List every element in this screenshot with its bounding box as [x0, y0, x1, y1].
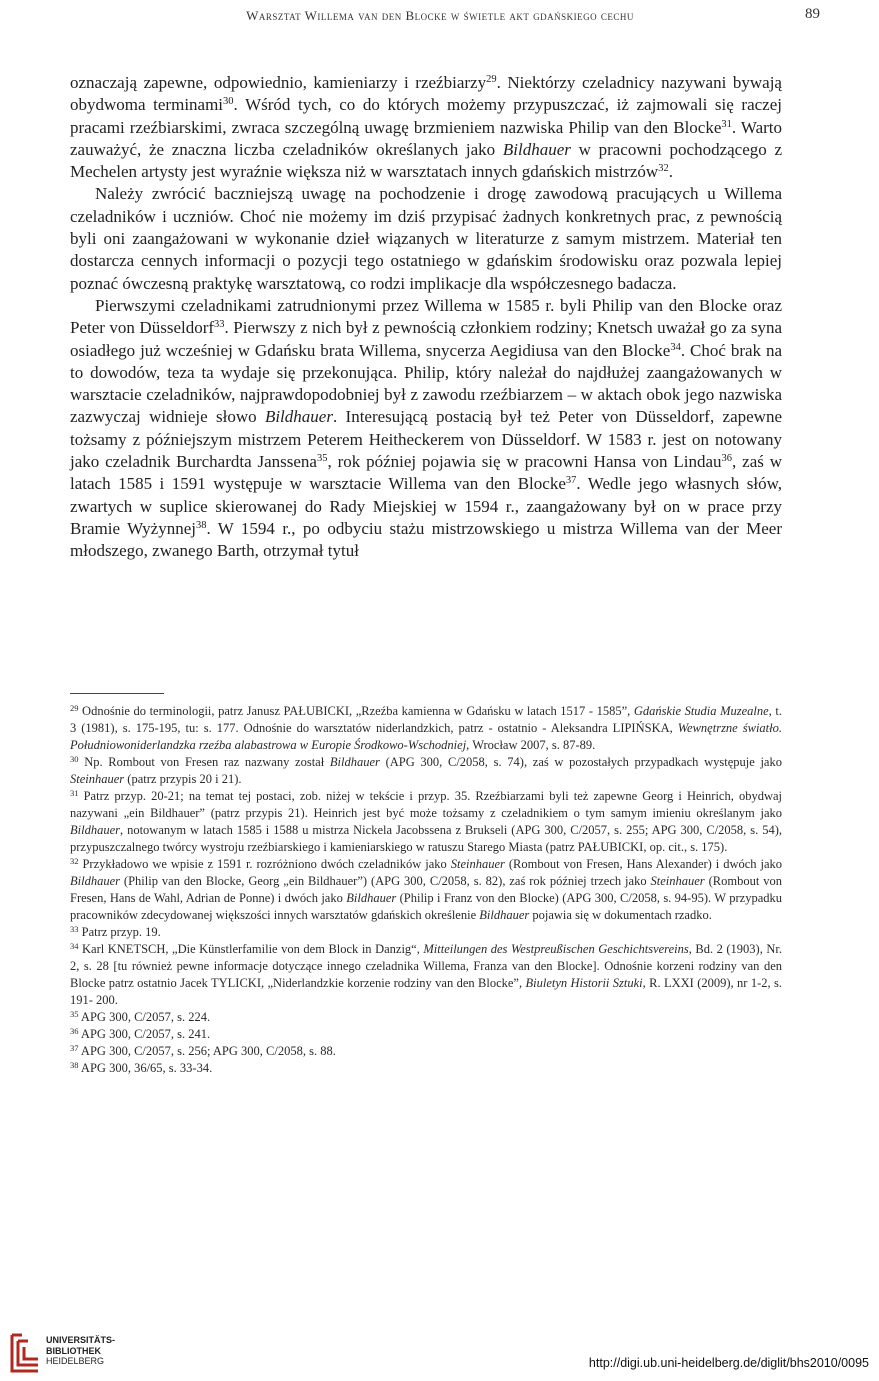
library-name: UNIVERSITÄTS- BIBLIOTHEK HEIDELBERG	[46, 1335, 116, 1366]
footnote-ref-38[interactable]: 38	[195, 519, 207, 531]
footnote-30: $^{30}$ Np. Rombout von Fresen raz nazwany został Bildhauer (APG 300, C/2058, s. 74), zaś w pozostałych przypadkach występuje jako Steinhauer (patrz przypis 20 i 21).	[70, 754, 782, 786]
footnote-36: $^{36}$ APG 300, C/2057, s. 241.	[70, 1026, 211, 1041]
footnote-35: $^{35}$ APG 300, C/2057, s. 224.	[70, 1009, 211, 1024]
footnote-33: $^{33}$ Patrz przyp. 19.	[70, 924, 161, 939]
footnote-ref-29[interactable]: 29	[486, 74, 497, 85]
footnote-ref-32[interactable]: 32	[658, 163, 669, 175]
footnote-ref-33[interactable]: 33	[214, 319, 225, 331]
footnote-ref-31[interactable]: 31	[721, 118, 732, 130]
page-number: 89	[805, 6, 820, 22]
running-head: Warsztat Willema van den Blocke w świetle akt gdańskiego cechu	[246, 8, 634, 23]
footnote-29: $^{29}$ Odnośnie do terminologii, patrz Janusz PAŁUBICKI, „Rzeźba kamienna w Gdańsku w latach 1517 - 1585”, Gdańskie Studia Muzealne, t. 3 (1981), s. 175-195, tu: s. 177. Odnośnie do warsztatów niderlandzkich, patrz - ostatnio - Aleksandra LIPIŃSKA, Wewnętrzne światło. Południowoniderlandzka rzeźba alabastrowa w Europie Środkowo-Wschodniej, Wrocław 2007, s. 87-89.	[70, 703, 782, 752]
footnote-37: $^{37}$ APG 300, C/2057, s. 256; APG 300, C/2058, s. 88.	[70, 1043, 336, 1058]
footnote-32: $^{32}$ Przykładowo we wpisie z 1591 r. rozróżniono dwóch czeladników jako Steinhauer (Rombout von Fresen, Hans Alexander) i dwóch jako Bildhauer (Philip van den Blocke, Georg „ein Bildhauer”) (APG 300, C/2058, s. 82), zaś rok później trzech jako Steinhauer (Rombout von Fresen, Hans de Wahl, Adrian de Ponne) i dwóch jako Bildhauer (Philip i Franz von den Blocke) (APG 300, C/2058, s. 94-95). W przypadku pracowników zdecydowanej większości innych warsztatów gdańskich określenie Bildhauer pojawia się w dokumentach rzadko.	[70, 856, 783, 922]
library-logo[interactable]	[8, 1331, 158, 1376]
footnote-ref-36[interactable]: 36	[721, 453, 733, 465]
footnote-ref-34[interactable]: 34	[670, 341, 681, 353]
footnote-ref-35[interactable]: 35	[316, 453, 328, 465]
footnote-38: $^{38}$ APG 300, 36/65, s. 33-34.	[70, 1060, 213, 1075]
footnote-divider	[70, 693, 164, 694]
library-logo-icon	[8, 1331, 42, 1375]
source-url-link[interactable]: http://digi.ub.uni-heidelberg.de/diglit/bhs2010/0095	[588, 1356, 869, 1370]
paragraph-1: oznaczają zapewne, odpowiednio, kamieniarzy i rzeźbiarzy$^{29}$. Niektórzy czeladnicy nazywani bywają obydwoma terminami$^{30}$. Wśród tych, co do których możemy przypuszczać, iż zajmowali się raczej pracami rzeźbiarskimi, zwraca szczególną uwagę brzmieniem nazwiska Philip van den Blocke$^{31}$. Warto zauważyć, że znaczna liczba czeladników określanych jako Bildhauer w pracowni pochodzącego z Mechelen artysty jest wyraźnie większa niż w warsztatach innych gdańskich mistrzów$^{32}$.	[70, 73, 782, 182]
paragraph-3: Pierwszymi czeladnikami zatrudnionymi przez Willema w 1585 r. byli Philip van den Blocke oraz Peter von Düsseldorf$^{33}$. Pierwszy z nich był z pewnością członkiem rodziny; Knetsch uważał go za syna osiadłego już wcześniej w Gdańsku brata Willema, snycerza Aegidiusa van den Blocke$^{34}$. Choć brak na to dowodów, teza ta wydaje się przekonująca. Philip, który należał do najdłużej zaangażowanych w warsztacie czeladników, najprawdopodobniej był z zawodu rzeźbiarzem – w aktach obok jego nazwiska zazwyczaj widnieje słowo Bildhauer. Interesującą postacią był też Peter von Düsseldorf, zapewne tożsamy z późniejszym mistrzem Peterem Heitheckerem von Düsseldorf. W 1583 r. jest on notowany jako czeladnik Burchardta Janssena$^{35}$, rok później pojawia się w pracowni Hansa von Lindau$^{36}$, zaś w latach 1585 i 1591 występuje w warsztacie Willema van den Blocke$^{37}$. Wedle jego własnych słów, zwartych w suplice skierowanej do Rady Miejskiej w 1594 r., zaangażowany był on w prace przy Bramie Wyżynnej$^{38}$. W 1594 r., po odbyciu stażu mistrzowskiego u mistrza Willema van der Meer młodszego, zwanego Barth, otrzymał tytuł	[70, 295, 783, 561]
body-text	[70, 72, 782, 563]
footnote-ref-30[interactable]: 30	[223, 96, 234, 108]
paragraph-2: Należy zwrócić baczniejszą uwagę na pochodzenie i drogę zawodową pracujących u Willema czeladników i uczniów. Choć nie możemy im dziś przypisać żadnych konkretnych prac, z pewnością byli oni zaangażowani w wykonanie dzieł wiązanych w literaturze z samym mistrzem. Materiał ten dostarcza cennych informacji o pozycji tego ostatniego w gdańskim środowisku oraz pozwala lepiej poznać ówczesną praktykę warsztatową, co rodzi implikacje dla współczesnego badacza.	[70, 184, 782, 293]
footnotes	[70, 703, 782, 1077]
footnote-ref-37[interactable]: 37	[565, 475, 577, 487]
footnote-31: $^{31}$ Patrz przyp. 20-21; na temat tej postaci, zob. niżej w tekście i przyp. 35. Rzeźbiarzami byli też zapewne Georg i Heinrich, obydwaj nazywani „ein Bildhauer” (patrz przypis 21). Heinrich jest być może tożsamy z czeladnikiem o tym samym imieniu określanym jako Bildhauer, notowanym w latach 1585 i 1588 u mistrza Nickela Jacobssena z Brukseli (APG 300, C/2057, s. 255; APG 300, C/2058, s. 54), przypuszczalnego twórcy wystroju rzeźbiarskiego i kamieniarskiego w ratuszu Starego Miasta (patrz PAŁUBICKI, op. cit., s. 175).	[70, 788, 782, 854]
footnote-34: $^{34}$ Karl KNETSCH, „Die Künstlerfamilie von dem Block in Danzig“, Mitteilungen des Westpreußischen Geschichtsvereins, Bd. 2 (1903), Nr. 2, s. 28 [tu również pewne informacje dotyczące innego czeladnika Willema, Franza van den Blocke]. Odnośnie korzeni rodziny van den Blocke patrz ostatnio Jacek TYLICKI, „Niderlandzkie korzenie rodziny van den Blocke”, Biuletyn Historii Sztuki, R. LXXI (2009), nr 1-2, s. 191- 200.	[70, 941, 782, 1007]
